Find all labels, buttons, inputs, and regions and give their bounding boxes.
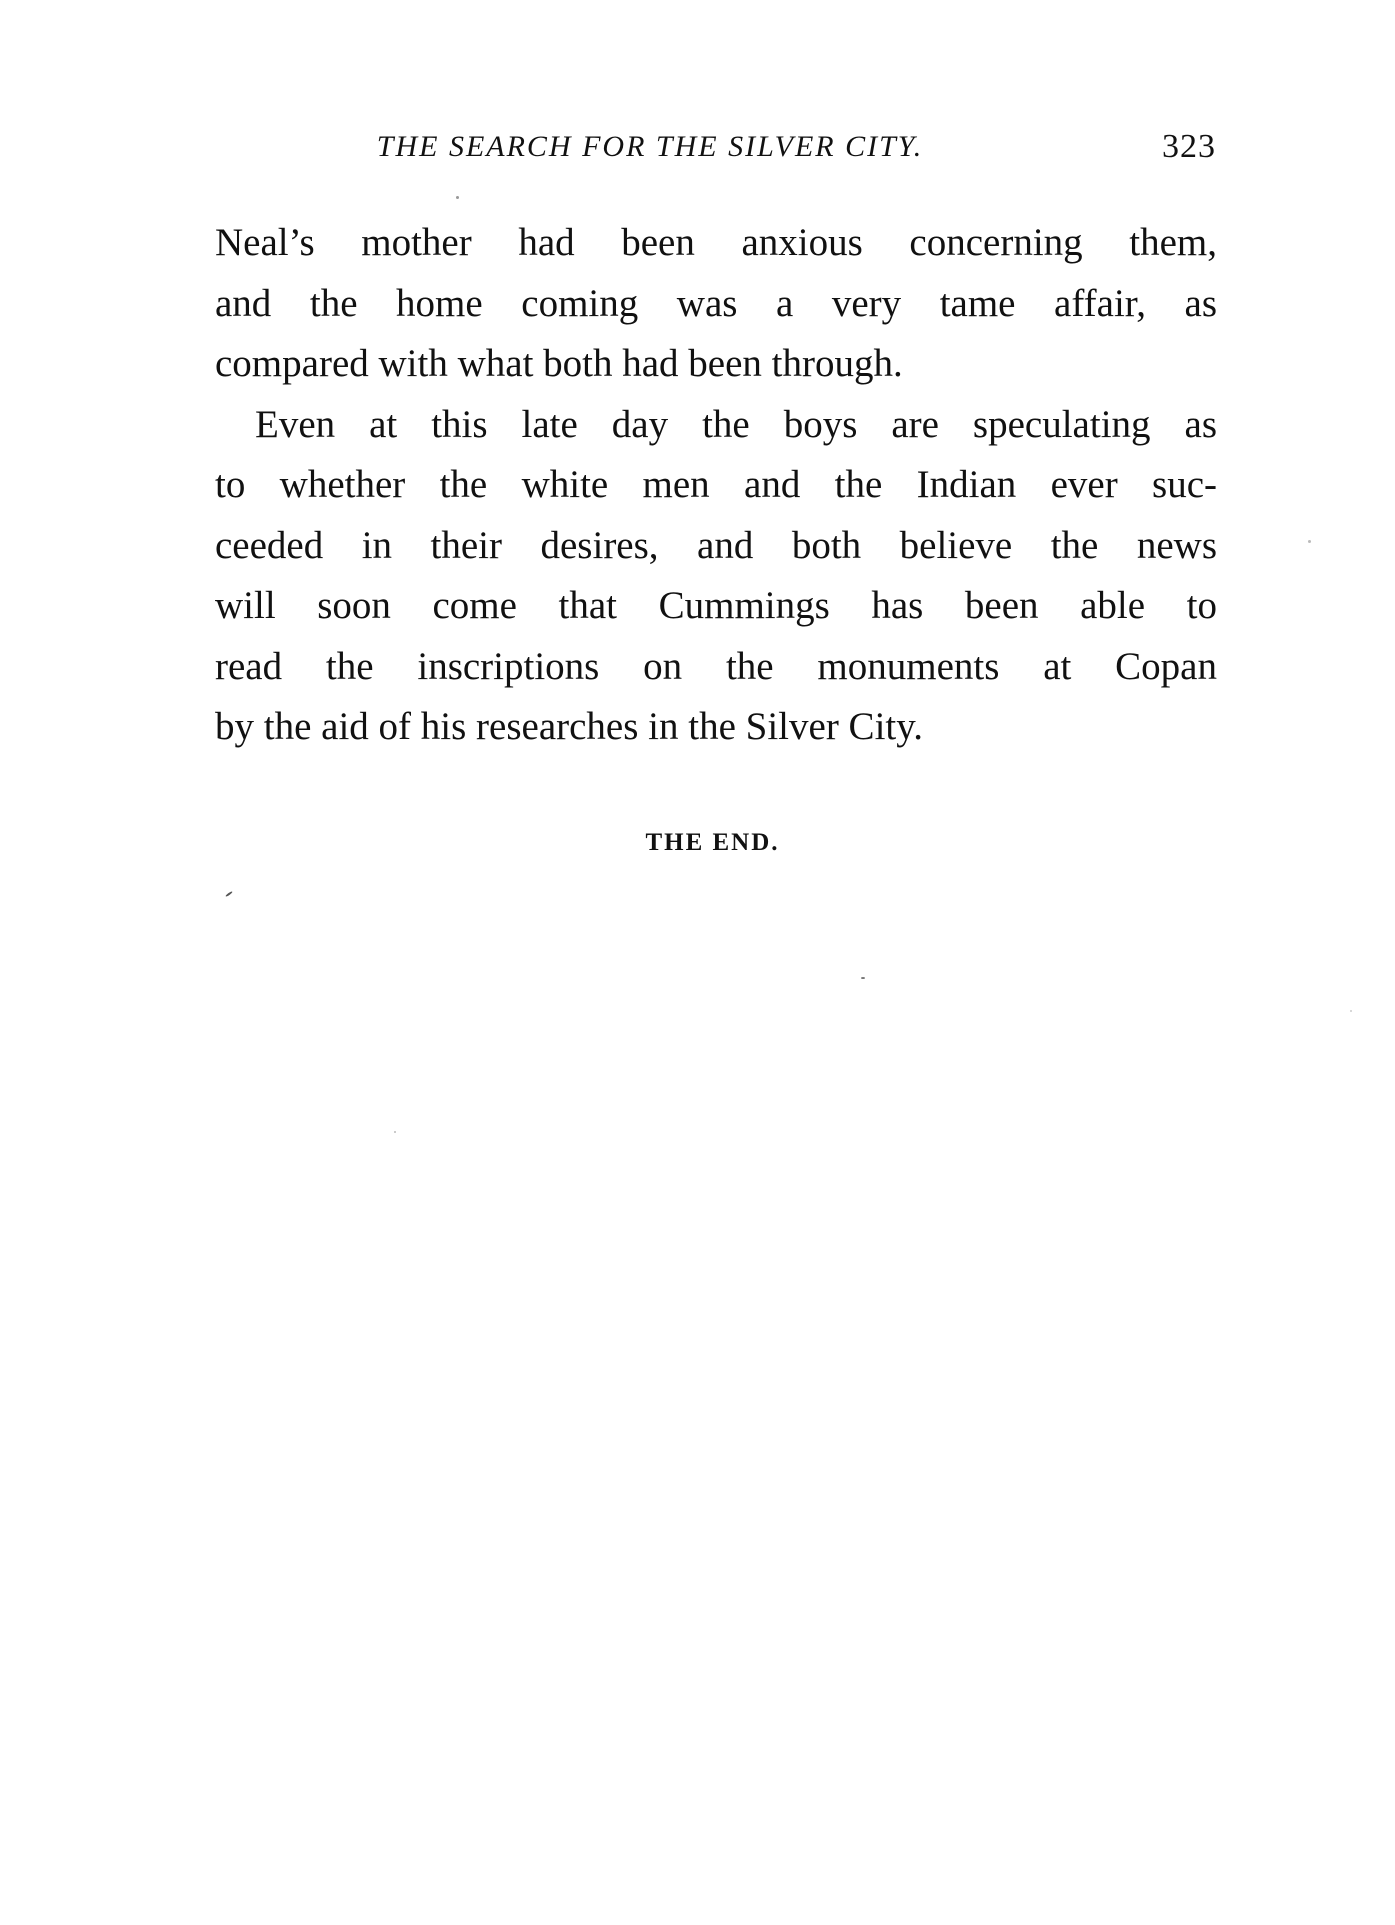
paper-speck (861, 977, 865, 979)
page-number: 323 (1162, 128, 1216, 165)
paper-speck (1350, 1010, 1352, 1012)
paragraph-2 (215, 395, 1217, 758)
running-title: THE SEARCH FOR THE SILVER CITY. (376, 130, 924, 163)
text-line: Neal’s mother had been anxious concerning them, (215, 221, 1217, 264)
text-line: ceeded in their desires, and both believe the news (215, 523, 1217, 567)
paper-speck (394, 1131, 396, 1133)
body-text (215, 213, 1217, 758)
text-line: and the home coming was a very tame affair, as (215, 281, 1217, 325)
paragraph-1 (215, 213, 1217, 395)
paper-speck (225, 891, 233, 897)
text-line: will soon come that Cummings has been able to (215, 584, 1217, 627)
text-line: compared with what both had been through. (215, 342, 903, 385)
text-line: to whether the white men and the Indian ever suc- (215, 463, 1217, 506)
text-line: by the aid of his researches in the Silver City. (215, 705, 923, 748)
the-end-label: THE END. (645, 829, 780, 856)
paper-speck (456, 196, 459, 199)
text-line: Even at this late day the boys are speculating as (255, 402, 1217, 446)
text-line: read the inscriptions on the monuments at Copan (215, 644, 1217, 688)
running-head (200, 124, 1216, 174)
paper-speck (1308, 540, 1311, 543)
